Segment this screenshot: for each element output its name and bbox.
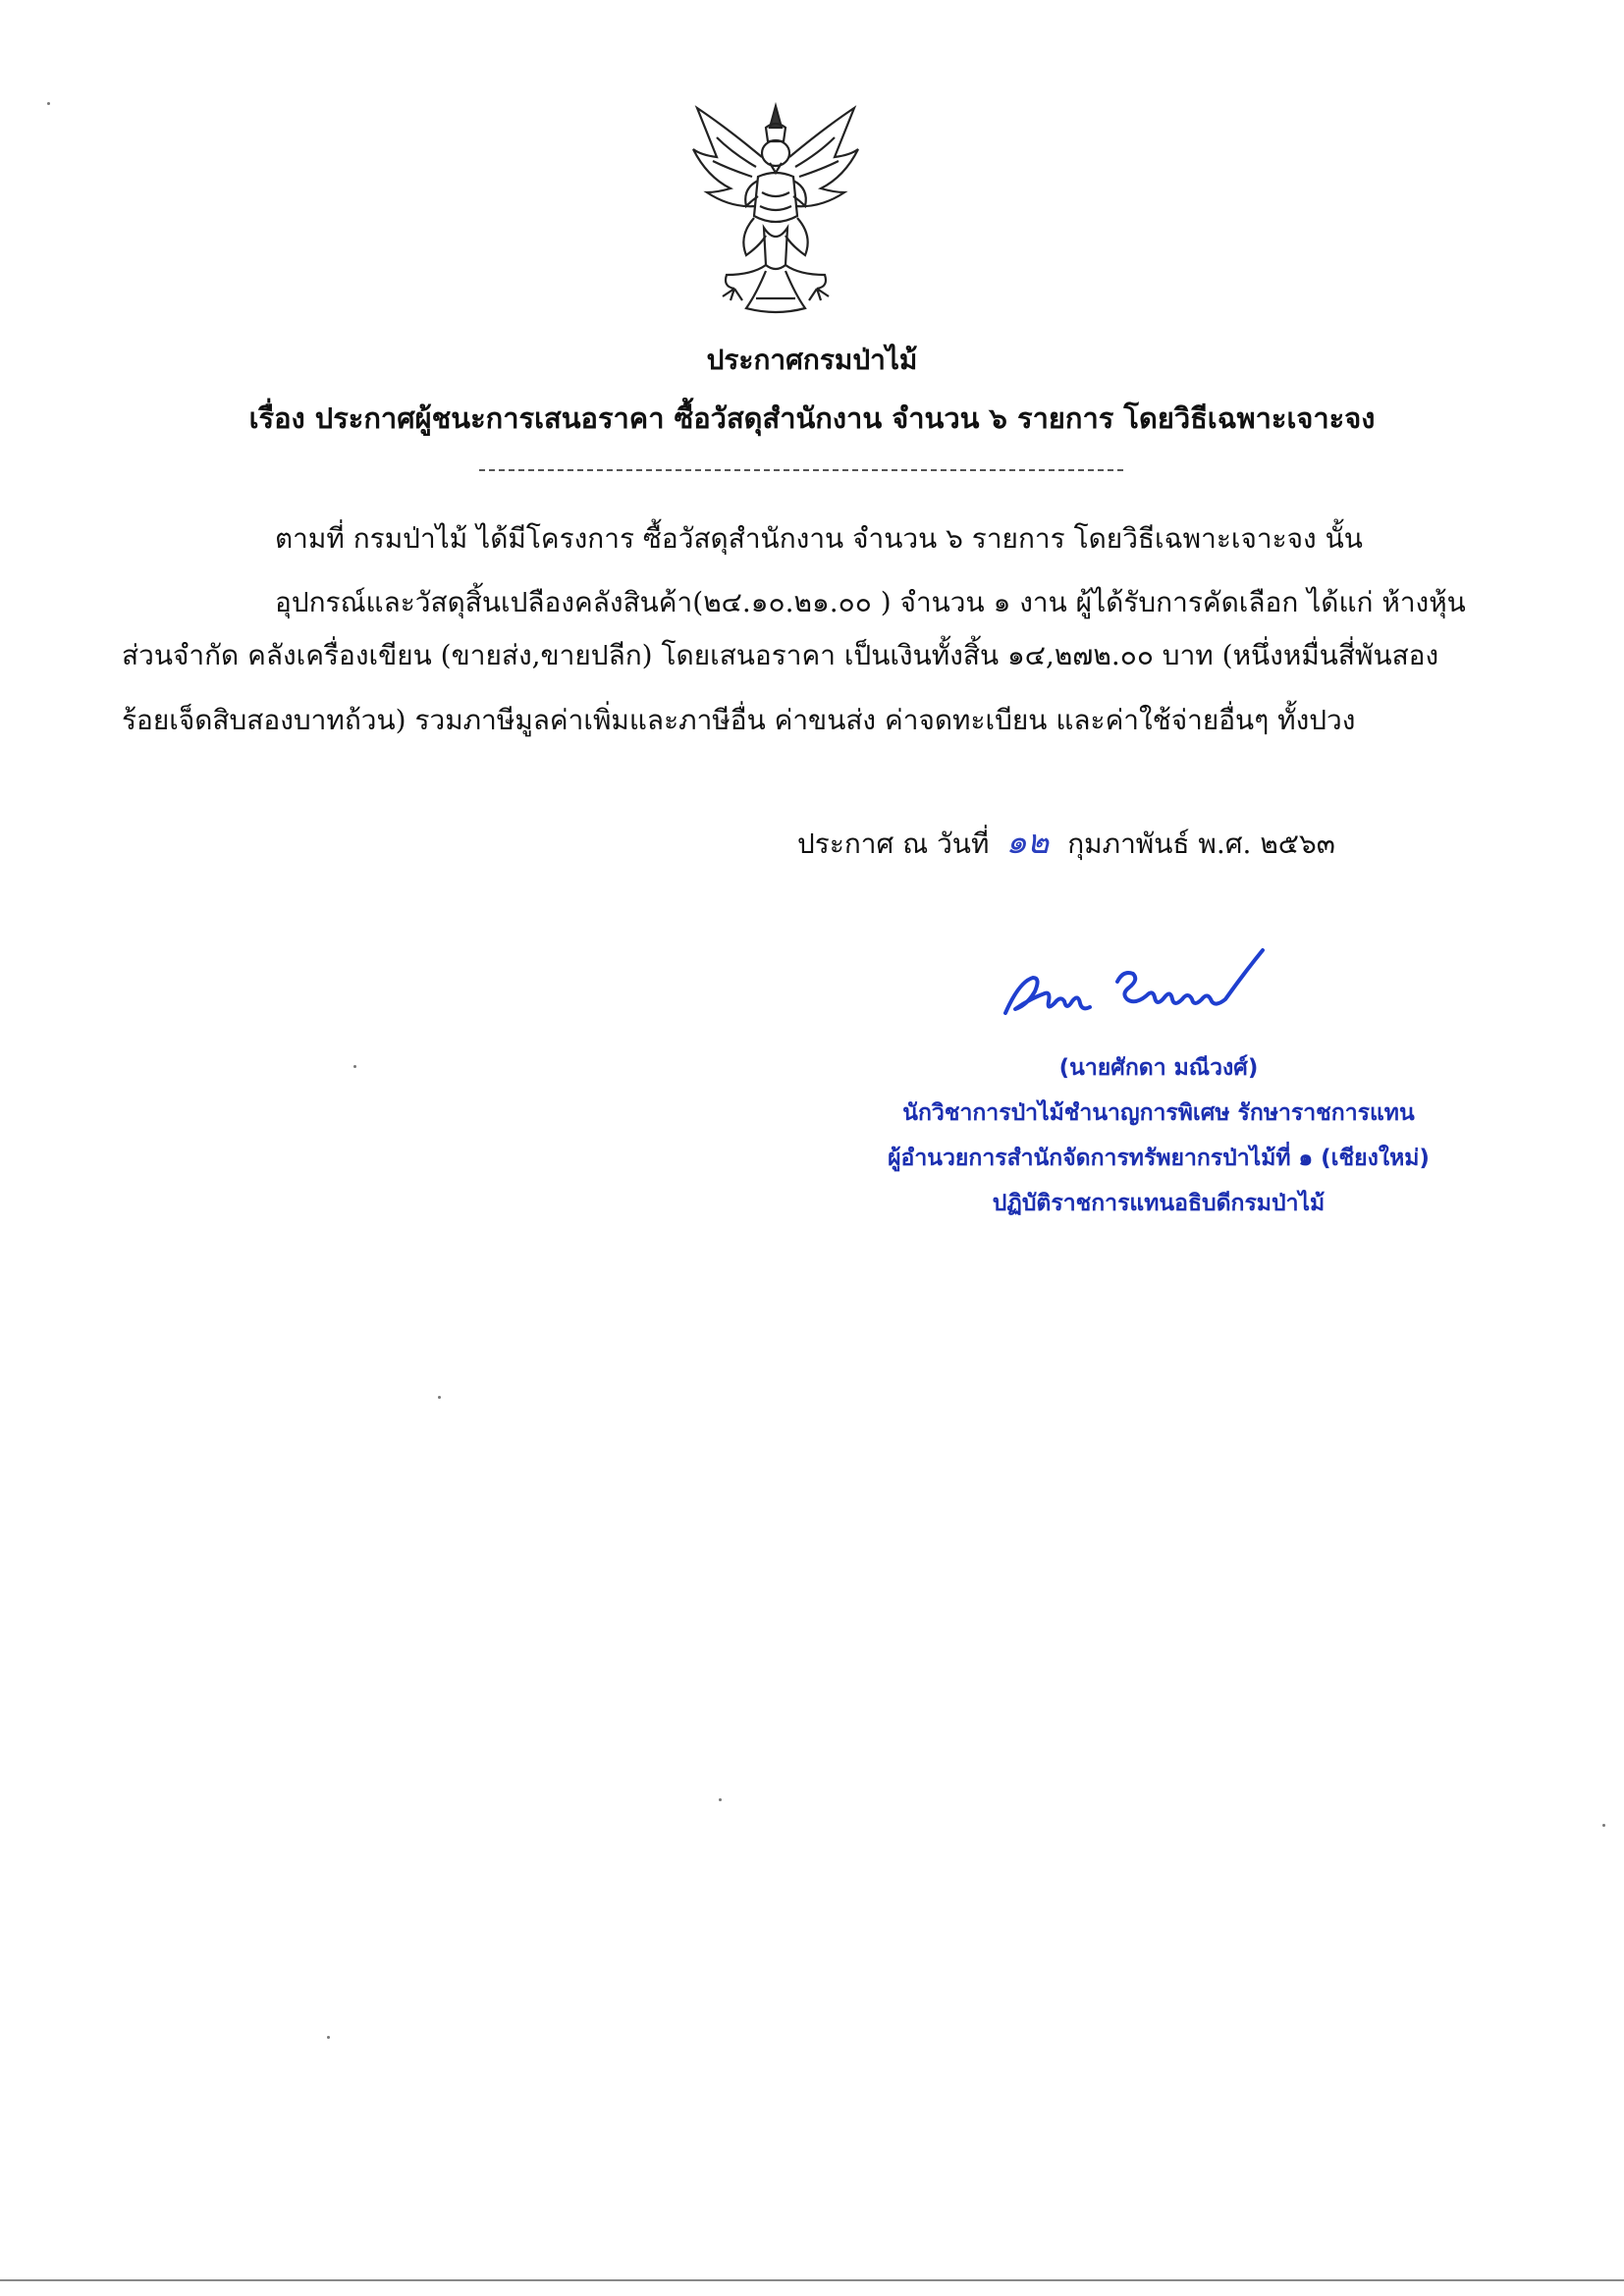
body-line-2: อุปกรณ์และวัสดุสิ้นเปลืองคลังสินค้า(๒๔.๑๐.๒๑.๐๐ ) จำนวน ๑ งาน ผู้ได้รับการคัดเลือก ได้แก่ ห้างหุ้น [275, 586, 1466, 618]
divider [479, 469, 1123, 471]
announcement-title: ประกาศกรมป่าไม้ [706, 344, 918, 376]
scan-speck [47, 102, 50, 105]
date-day: ๑๒ [1005, 823, 1050, 862]
signer-position-3: ปฏิบัติราชการแทนอธิบดีกรมป่าไม้ [992, 1191, 1326, 1216]
signer-position-1: นักวิชาการป่าไม้ชำนาญการพิเศษ รักษาราชการแทน [902, 1100, 1415, 1126]
scan-speck [438, 1396, 441, 1399]
body-line-4: ร้อยเจ็ดสิบสองบาทถ้วน) รวมภาษีมูลค่าเพิ่มและภาษีอื่น ค่าขนส่ง ค่าจดทะเบียน และค่าใช้จ่ายอื่นๆ ทั้งปวง [122, 704, 1356, 736]
announcement-subject: เรื่อง ประกาศผู้ชนะการเสนอราคา ซื้อวัสดุสำนักงาน จำนวน ๖ รายการ โดยวิธีเฉพาะเจาะจง [248, 401, 1376, 435]
date-prefix: ประกาศ ณ วันที่ [797, 828, 990, 860]
announcement-date [797, 815, 1335, 868]
body-line-3: ส่วนจำกัด คลังเครื่องเขียน (ขายส่ง,ขายปลีก) โดยเสนอราคา เป็นเงินทั้งสิ้น ๑๔,๒๗๒.๐๐ บาท (หนึ่งหมื่นสี่พันสอง [122, 639, 1439, 671]
scan-speck [353, 1065, 356, 1068]
signer-position-2: ผู้อำนวยการสำนักจัดการทรัพยากรป่าไม้ที่ ๑ (เชียงใหม่) [888, 1146, 1430, 1171]
scan-bottom-edge [0, 2279, 1624, 2281]
scan-speck [1602, 1824, 1605, 1827]
handwritten-signature [1000, 942, 1294, 1031]
garuda-emblem-icon [687, 98, 864, 329]
scan-speck [719, 1798, 722, 1801]
body-line-1: ตามที่ กรมป่าไม้ ได้มีโครงการ ซื้อวัสดุสำนักงาน จำนวน ๖ รายการ โดยวิธีเฉพาะเจาะจง นั้น [275, 522, 1363, 555]
signer-name: (นายศักดา มณีวงศ์) [1058, 1055, 1259, 1081]
date-suffix: กุมภาพันธ์ พ.ศ. ๒๕๖๓ [1067, 828, 1335, 860]
scan-speck [327, 2036, 330, 2039]
